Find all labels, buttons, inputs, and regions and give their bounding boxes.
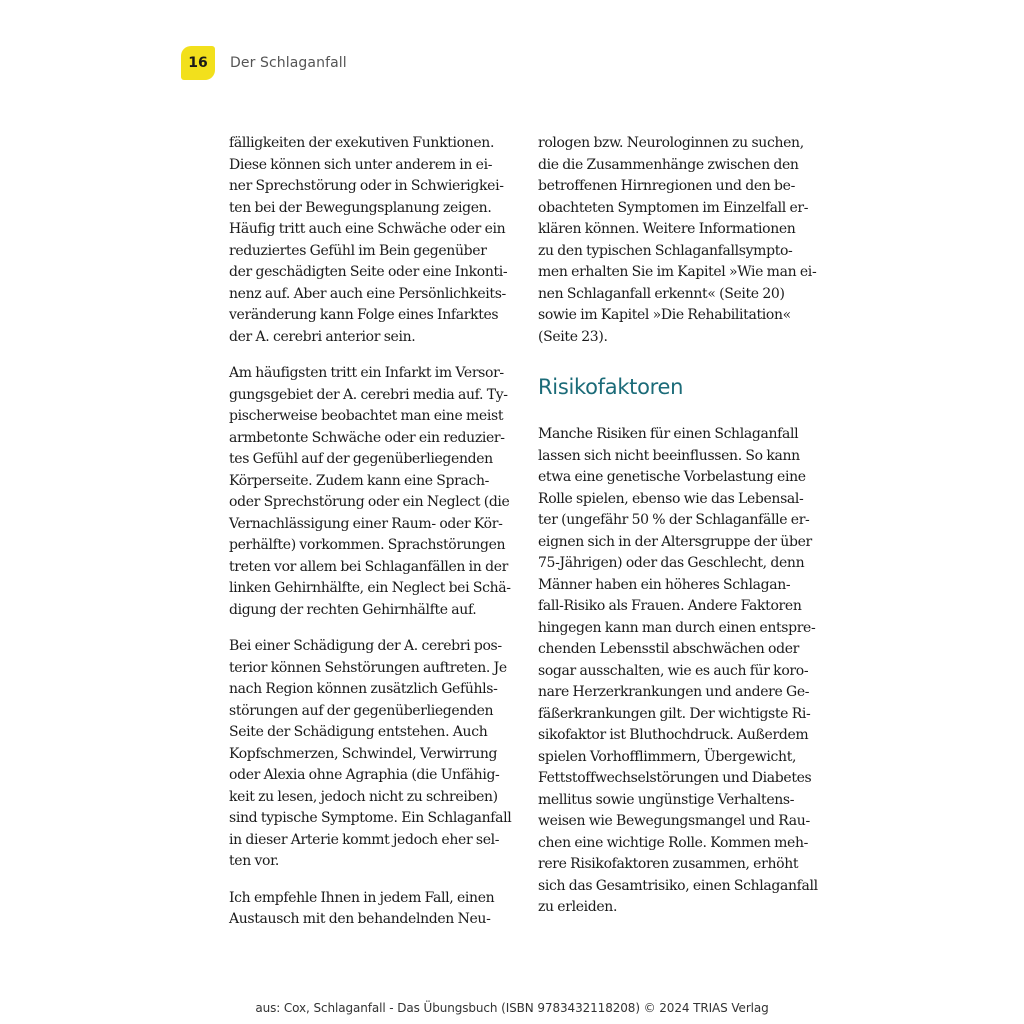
text-line: pischerweise beobachtet man eine meist <box>229 408 504 424</box>
paragraph <box>538 133 838 348</box>
text-line: armbetonte Schwäche oder ein reduzier- <box>229 429 505 446</box>
text-line: linken Gehirnhälfte, ein Neglect bei Schä- <box>229 580 511 596</box>
text-line: sind typische Symptome. Ein Schlaganfall <box>229 810 512 826</box>
text-line: Körperseite. Zudem kann eine Sprach- <box>229 472 490 489</box>
text-line: nach Region können zusätzlich Gefühls- <box>229 681 498 697</box>
text-line: oder Alexia ohne Agraphia (die Unfähig- <box>229 767 500 783</box>
paragraph <box>229 133 529 348</box>
text-line: betroffenen Hirnregionen und den be- <box>538 178 795 194</box>
text-line: in dieser Arterie kommt jedoch eher sel- <box>229 831 500 848</box>
text-line: Manche Risiken für einen Schlaganfall <box>538 426 799 442</box>
text-line: eignen sich in der Altersgruppe der über <box>538 533 812 550</box>
text-line: der geschädigten Seite oder eine Inkonti- <box>229 264 508 280</box>
text-line: Diese können sich unter anderem in ei- <box>229 156 493 173</box>
text-line: obachteten Symptomen im Einzelfall er- <box>538 199 809 216</box>
citation-footer: aus: Cox, Schlaganfall - Das Übungsbuch (ISBN 9783432118208) © 2024 TRIAS Verlag <box>255 1001 769 1015</box>
text-line: treten vor allem bei Schlaganfällen in der <box>229 558 508 575</box>
paragraph <box>229 363 529 621</box>
text-line: etwa eine genetische Vorbelastung eine <box>538 469 806 485</box>
text-line: ter (ungefähr 50 % der Schlaganfälle er- <box>538 512 810 528</box>
text-line: hingegen kann man durch einen entspre- <box>538 619 816 636</box>
paragraph <box>229 888 529 931</box>
text-line: ten vor. <box>229 853 280 869</box>
text-line: mellitus sowie ungünstige Verhaltens- <box>538 791 795 808</box>
text-line: Rolle spielen, ebenso wie das Lebensal- <box>538 490 804 507</box>
text-line: veränderung kann Folge eines Infarktes <box>229 307 499 323</box>
text-line: Häufig tritt auch eine Schwäche oder ein <box>229 221 506 237</box>
text-line: Bei einer Schädigung der A. cerebri pos- <box>229 638 502 654</box>
text-line: terior können Sehstörungen auftreten. Je <box>229 659 507 676</box>
text-line: Männer haben ein höheres Schlagan- <box>538 576 791 593</box>
text-line: nen Schlaganfall erkennt« (Seite 20) <box>538 285 785 302</box>
text-line: nare Herzerkrankungen und andere Ge- <box>538 684 810 700</box>
running-title: Der Schlaganfall <box>230 55 347 71</box>
text-line: ten bei der Bewegungsplanung zeigen. <box>229 199 492 216</box>
paragraph <box>229 636 529 873</box>
text-line: Austausch mit den behandelnden Neu- <box>229 911 491 927</box>
text-line: men erhalten Sie im Kapitel »Wie man ei- <box>538 264 817 280</box>
text-line: Kopfschmerzen, Schwindel, Verwirrung <box>229 745 498 762</box>
text-line: gungsgebiet der A. cerebri media auf. Ty- <box>229 386 508 403</box>
text-line: fall-Risiko als Frauen. Andere Faktoren <box>538 598 802 614</box>
text-line: tes Gefühl auf der gegenüberliegenden <box>229 451 493 467</box>
text-line: chen eine wichtige Rolle. Kommen meh- <box>538 834 809 851</box>
left-column <box>229 133 529 931</box>
text-line: oder Sprechstörung oder ein Neglect (die <box>229 494 510 510</box>
text-line: der A. cerebri anterior sein. <box>229 328 416 345</box>
text-line: Seite der Schädigung entstehen. Auch <box>229 724 488 740</box>
paragraph <box>538 424 838 919</box>
text-line: Vernachlässigung einer Raum- oder Kör- <box>229 515 503 532</box>
text-line: sowie im Kapitel »Die Rehabilitation« <box>538 307 791 323</box>
text-line: nenz auf. Aber auch eine Persönlichkeits- <box>229 285 506 302</box>
text-line: fäßerkrankungen gilt. Der wichtigste Ri- <box>538 705 811 722</box>
text-line: Am häufigsten tritt ein Infarkt im Versor- <box>229 365 504 381</box>
page-header <box>181 46 347 80</box>
text-line: rere Risikofaktoren zusammen, erhöht <box>538 856 799 872</box>
text-line: (Seite 23). <box>538 328 608 345</box>
text-line: perhälfte) vorkommen. Sprachstörungen <box>229 537 506 553</box>
text-line: digung der rechten Gehirnhälfte auf. <box>229 601 477 618</box>
text-line: die die Zusammenhänge zwischen den <box>538 156 799 173</box>
text-line: sikofaktor ist Bluthochdruck. Außerdem <box>538 727 809 743</box>
text-line: zu den typischen Schlaganfallsympto- <box>538 242 793 259</box>
text-line: chenden Lebensstil abschwächen oder <box>538 641 800 657</box>
text-line: lassen sich nicht beeinflussen. So kann <box>538 447 800 464</box>
right-column <box>538 133 838 919</box>
text-line: klären können. Weitere Informationen <box>538 221 796 237</box>
page-number-badge: 16 <box>181 46 215 80</box>
text-line: ner Sprechstörung oder in Schwierigkei- <box>229 178 504 194</box>
text-line: sich das Gesamtrisiko, einen Schlaganfall <box>538 877 818 894</box>
text-line: störungen auf der gegenüberliegenden <box>229 702 494 719</box>
text-line: 75-Jährigen) oder das Geschlecht, denn <box>538 555 805 571</box>
text-line: reduziertes Gefühl im Bein gegenüber <box>229 242 487 259</box>
text-line: Ich empfehle Ihnen in jedem Fall, einen <box>229 889 495 906</box>
text-line: weisen wie Bewegungsmangel und Rau- <box>538 813 810 829</box>
text-line: Fettstoffwechselstörungen und Diabetes <box>538 770 812 786</box>
text-line: zu erleiden. <box>538 899 618 915</box>
section-heading: Risikofaktoren <box>538 375 684 399</box>
text-line: spielen Vorhofflimmern, Übergewicht, <box>538 748 797 765</box>
text-line: rologen bzw. Neurologinnen zu suchen, <box>538 135 804 151</box>
text-line: fälligkeiten der exekutiven Funktionen. <box>229 135 495 151</box>
text-line: sogar ausschalten, wie es auch für koro- <box>538 662 809 679</box>
text-line: keit zu lesen, jedoch nicht zu schreiben) <box>229 788 498 805</box>
